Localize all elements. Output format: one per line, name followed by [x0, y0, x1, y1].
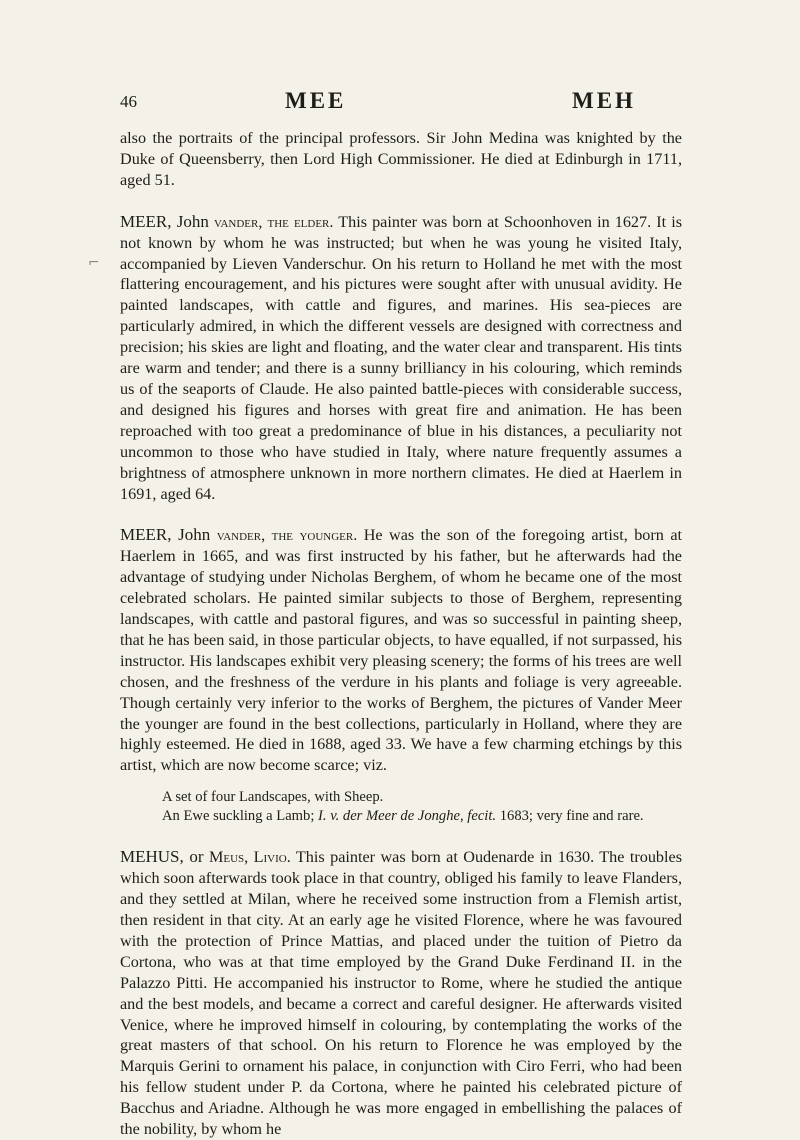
running-head-right: MEH — [572, 88, 636, 113]
entry-mehus — [120, 847, 682, 1140]
entry-meer-younger — [120, 525, 682, 776]
entry-text: He was the son of the foregoing artist, born at Haerlem in 1665, and was first instructed by his father, but he afterwards had the advantage of studying under Nicholas Berghem, of whom he became one of the most celebrated scholars. He painted similar subjects to those of Berghem, representing landscapes, with cattle and pastoral figures, and was so successful in painting sheep, that he has been said, in those particular objects, to have equalled, if not surpassed, his instructor. His landscapes exhibit very pleasing scenery; the forms of his trees are well chosen, and the freshness of the verdure in his plants and foliage is very agreeable. Though certainly very inferior to the works of Berghem, the pictures of Vander Meer the younger are found in the best collections, particularly in Holland, where they are highly esteemed. He died in 1688, aged 33. We have a few charming etchings by this artist, which are now become scarce; viz. — [120, 526, 683, 775]
margin-mark-icon: ⌐ — [88, 255, 100, 271]
page-body — [120, 128, 682, 1140]
entry-meer-elder — [120, 212, 682, 505]
entry-head-suffix: vander, the elder. — [213, 212, 334, 231]
page-header — [120, 88, 680, 118]
running-head-left: MEE — [285, 88, 347, 113]
entry-head-suffix: vander, the younger. — [216, 526, 358, 545]
entry-text: This painter was born at Schoonhoven in 1627. It is not known by whom he was instructed; but when he was young he visited Italy, accompanied by Lieven Vanderschur. On his return to Holland he met with the most flattering encouragement, and his pictures were sought after with unusual avidity. He painted landscapes, with cattle and figures, and marines. His sea-pieces are particularly admired, in which the different vessels are designed with correctness and precision; his skies are light and floating, and the water clear and transparent. His tints are warm and tender; and there is a sunny brilliancy in his colouring, which reminds us of the seaports of Claude. He also painted battle-pieces with considerable success, and designed his figures and horses with great fire and animation. He has been reproached with too great a predominance of blue in his distances, a peculiarity not uncommon to those who have studied in Italy, where nature frequently assumes a brightness of atmosphere unknown in more northern climates. He died at Haerlem in 1691, aged 64. — [120, 212, 682, 503]
works-list-item: An Ewe suckling a Lamb; I. v. der Meer de Jonghe, fecit. 1683; very fine and rare. — [162, 808, 644, 825]
entry-head-name: MEER, John — [120, 525, 211, 545]
page-number: 46 — [120, 92, 137, 111]
works-list-item: A set of four Landscapes, with Sheep. — [162, 789, 384, 806]
intro-paragraph: also the portraits of the principal professors. Sir John Medina was knighted by the Duke of Queensberry, then Lord High Commissioner. He died at Edinburgh in 1711, aged 51. — [120, 129, 682, 189]
entry-head-suffix: Meus, Livio. — [208, 848, 291, 867]
entry-head-name: MEER, John — [120, 211, 209, 231]
entry-text: This painter was born at Oudenarde in 1630. The troubles which soon afterwards took place in that country, obliged his family to leave Flanders, and they settled at Milan, where he received some instruction from a Flemish artist, then resident in that city. At an early age he visited Florence, where he was favoured with the protection of Prince Mattias, and placed under the tuition of Pietro da Cortona, who was at that time employed by the Grand Duke Ferdinand II. in the Palazzo Pitti. He accompanied his instructor to Rome, where he studied the antique and the best models, and became a correct and careful designer. He afterwards visited Venice, where he improved himself in colouring, by contemplating the works of the great masters of that school. On his return to Florence he was employed by the Marquis Gerini to ornament his palace, in conjunction with Ciro Ferri, who had been his fellow student under P. da Cortona, where he painted his celebrated picture of Bacchus and Ariadne. Although he was more engaged in embellishing the palaces of the nobility, by whom he — [120, 848, 682, 1139]
entry-head-name: MEHUS, or — [120, 847, 204, 867]
